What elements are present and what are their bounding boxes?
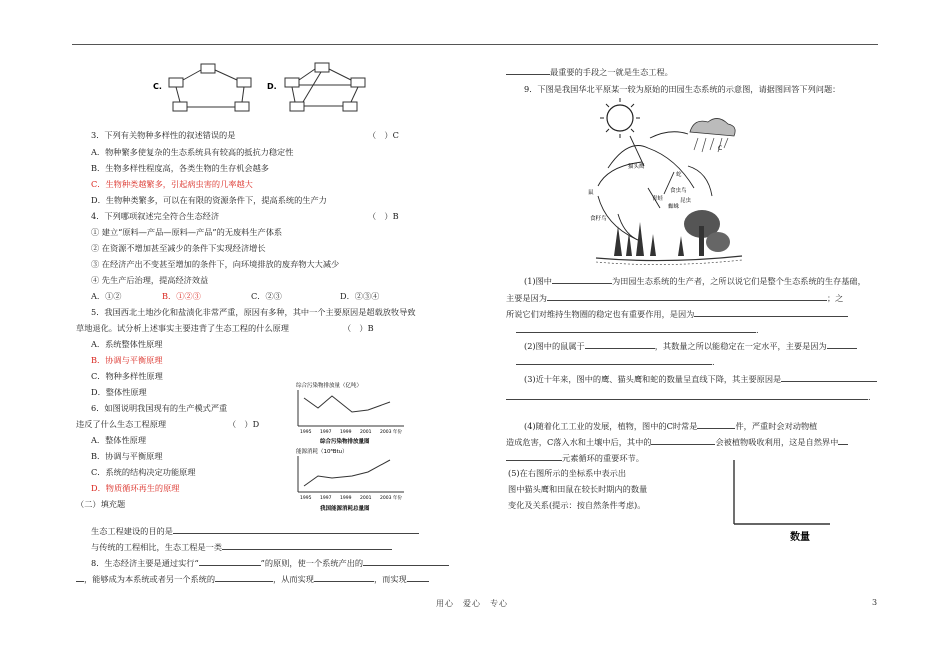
page-number: 3 [872, 598, 878, 607]
q5-stem-line2: 草地退化。试分析上述事实主要违背了生态工程的什么原理 [76, 323, 289, 333]
blank[interactable] [407, 573, 429, 582]
q4-option-c: C．②③ [251, 291, 282, 301]
q9-part5-line1: (5)在右图所示的坐标系中表示出 [508, 468, 627, 478]
blank[interactable] [547, 292, 827, 301]
q4-statement-2: ② 在资源不增加甚至减少的条件下实现经济增长 [91, 243, 266, 253]
q6-option-d: D．物质循环再生的原理 [91, 483, 180, 493]
chart2-tick-1997: 1997 [320, 496, 332, 501]
q9-part5-line2: 图中猫头鹰和田鼠在较长时期内的数量 [508, 484, 648, 494]
chart2-tick-2003: 2003 年份 [380, 496, 402, 501]
chart2-tick-2001: 2001 [360, 496, 372, 501]
q4-statement-1: ① 建立“原料—产品—原料—产品”的无废料生产体系 [91, 227, 283, 237]
fill-purpose: 生态工程建设的目的是 [91, 525, 419, 537]
q9-part2-line2: . [516, 356, 715, 368]
blank[interactable] [363, 557, 449, 566]
axis-label-quantity: 数量 [790, 532, 810, 543]
q5-option-d: D．整体性原理 [91, 387, 147, 397]
q9-part4-line3: 元素循环的重要环节。 [506, 452, 644, 464]
q6-stem-line1: 6．如图说明我国现有的生产模式严重 [91, 403, 228, 413]
blank[interactable] [552, 275, 612, 284]
q9-part4-line2: 造成危害，C落入水和土壤中后，其中的 会被植物吸收利用，这是自然界中 [506, 436, 848, 448]
chart2-tick-1999: 1999 [340, 496, 352, 501]
q5-option-c: C．物种多样性原理 [91, 371, 163, 381]
label-snake: 蛇 [676, 172, 682, 178]
blank[interactable] [76, 573, 84, 582]
chart2-title: 能源消耗（10⁸Btu） [296, 449, 348, 455]
q6-option-b: B．协调与平衡原理 [91, 451, 163, 461]
blank[interactable] [694, 308, 848, 317]
plants-icon [614, 210, 730, 256]
blank[interactable] [314, 573, 374, 582]
fill-q8-line1: 8．生态经济主要是通过实行“ ”的原则，使一个系统产出的 [91, 557, 449, 569]
fill-compare: 与传统的工程相比，生态工程是一类 [91, 541, 392, 553]
blank[interactable] [506, 452, 562, 461]
footer-motto: 用心 爱心 专心 [436, 599, 508, 608]
q3-option-b: B．生物多样性程度高，各类生物的生存机会越多 [91, 163, 269, 173]
q6-stem-line2: 违反了什么生态工程原理 [76, 419, 167, 429]
blank[interactable] [651, 436, 715, 445]
blank[interactable] [516, 324, 756, 333]
q3-answer: （ ）C [368, 130, 399, 140]
blank[interactable] [827, 340, 857, 349]
q3-option-a: A．物种繁多使复杂的生态系统具有较高的抵抗力稳定性 [91, 147, 294, 157]
blank[interactable] [222, 541, 392, 550]
chart2-caption: 我国能源消耗总量图 [320, 506, 370, 512]
blank[interactable] [506, 391, 868, 400]
q6-option-c: C．系统的结构决定功能原理 [91, 467, 196, 477]
chart1-tick-1995: 1995 [300, 430, 312, 435]
chart2-line [304, 460, 390, 486]
q5-option-b: B．协调与平衡原理 [91, 355, 163, 365]
blank[interactable] [697, 420, 735, 429]
blank[interactable] [173, 525, 419, 534]
q4-option-d: D．②③④ [340, 291, 380, 301]
q9-part5-line3: 变化及关系(提示：按自然条件考虑)。 [508, 500, 646, 510]
ground-line [596, 256, 742, 261]
label-shrew: 鼠 [588, 190, 594, 196]
blank[interactable] [781, 373, 877, 382]
q9-part3-line2: . [506, 391, 871, 403]
chart2-tick-1995: 1995 [300, 496, 312, 501]
q3-option-c: C．生物种类越繁多，引起病虫害的几率越大 [91, 179, 253, 189]
chart1-tick-2001: 2001 [360, 430, 372, 435]
q3-stem: 3．下列有关物种多样性的叙述错误的是 [91, 130, 236, 140]
q9-part3-line1: (3)近十年来，图中的鹰、猫头鹰和蛇的数量呈直线下降，其主要原因是 [524, 373, 877, 385]
q4-stem: 4．下列哪项叙述完全符合生态经济 [91, 211, 220, 221]
q9-part1-line1: (1)图中 为田园生态系统的生产者，之所以说它们是整个生态系统的生存基础， [524, 276, 866, 286]
chart1-title: 综合污染物排放量（亿吨） [296, 383, 363, 389]
q4-statement-4: ④ 先生产后治理，提高经济效益 [91, 275, 209, 285]
label-rabbit: 食籽鸟 [590, 216, 607, 222]
q9-stem: 9．下图是我国华北平原某一较为原始的田园生态系统的示意图，请据图回答下列问题： [524, 84, 841, 94]
blank[interactable] [215, 573, 273, 582]
ecosystem-illustration [578, 96, 748, 268]
blank[interactable] [516, 356, 712, 365]
q6-answer: （ ）D [228, 419, 260, 429]
pollution-chart [292, 380, 412, 446]
label-insect: 昆虫 [680, 198, 692, 204]
q4-option-b: B．①②③ [162, 291, 201, 301]
q6-option-a: A．整体性原理 [91, 435, 147, 445]
q5-stem-line1: 5．我国西北土地沙化和盐渍化非常严重，原因有多种，其中一个主要原因是超载放牧导致 [91, 307, 416, 317]
q4-statement-3: ③ 在经济产出不变甚至增加的条件下，向环境排放的废弃物大大减少 [91, 259, 340, 269]
chart1-caption: 综合污染物排放量图 [320, 439, 370, 445]
chart1-tick-1999: 1999 [340, 430, 352, 435]
q4-answer: （ ）B [368, 211, 399, 221]
diagram-d-label: D. [267, 82, 277, 91]
diagram-c-label: C. [153, 82, 162, 91]
q9-part2-line1: (2)图中的鼠属于 ，其数量之所以能稳定在一定水平，主要是因为 [524, 340, 857, 352]
energy-chart [292, 446, 412, 514]
section-fill-title: （二）填充题 [76, 499, 126, 509]
chart1-tick-1997: 1997 [320, 430, 332, 435]
label-spider: 蜘蛛 [668, 204, 680, 210]
right-top-line: 最重要的手段之一就是生态工程。 [506, 66, 673, 78]
label-frog: 青蛙 [652, 196, 664, 202]
sun-icon [600, 98, 640, 138]
food-web-diagrams [145, 58, 375, 120]
q5-answer: （ ）B [343, 323, 374, 333]
label-c: C [718, 145, 723, 152]
q4-option-a: A．①② [91, 291, 122, 301]
blank[interactable] [838, 436, 848, 445]
blank[interactable] [199, 557, 261, 566]
q3-option-d: D．生物种类繁多，可以在有限的资源条件下，提高系统的生产力 [91, 195, 327, 205]
cloud-rain-icon [690, 118, 735, 152]
label-bird: 食虫鸟 [670, 188, 687, 194]
page-top-rule [72, 44, 878, 45]
q9-part1-line2: 主要是因为 ；之 [506, 293, 844, 303]
q5-option-a: A．系统整体性原理 [91, 339, 163, 349]
q9-part1-line4: . [516, 324, 759, 336]
chart1-line [304, 396, 390, 412]
answer-axes [726, 456, 836, 546]
q9-part4-line1: (4)随着化工工业的发展，植物，图中的C时常是 件，严重时会对动物植 [524, 421, 818, 431]
q9-part1-line3: 所说它们对维持生物圈的稳定也有重要作用，是因为 [506, 308, 848, 320]
chart1-tick-2003: 2003 年份 [380, 430, 402, 435]
fill-q8-line2: ，能够成为本系统或者另一个系统的 ，从而实现 ，而实现 [76, 573, 429, 585]
blank[interactable] [585, 340, 655, 349]
blank[interactable] [506, 66, 550, 75]
label-owl: 猫头鹰 [628, 164, 645, 170]
